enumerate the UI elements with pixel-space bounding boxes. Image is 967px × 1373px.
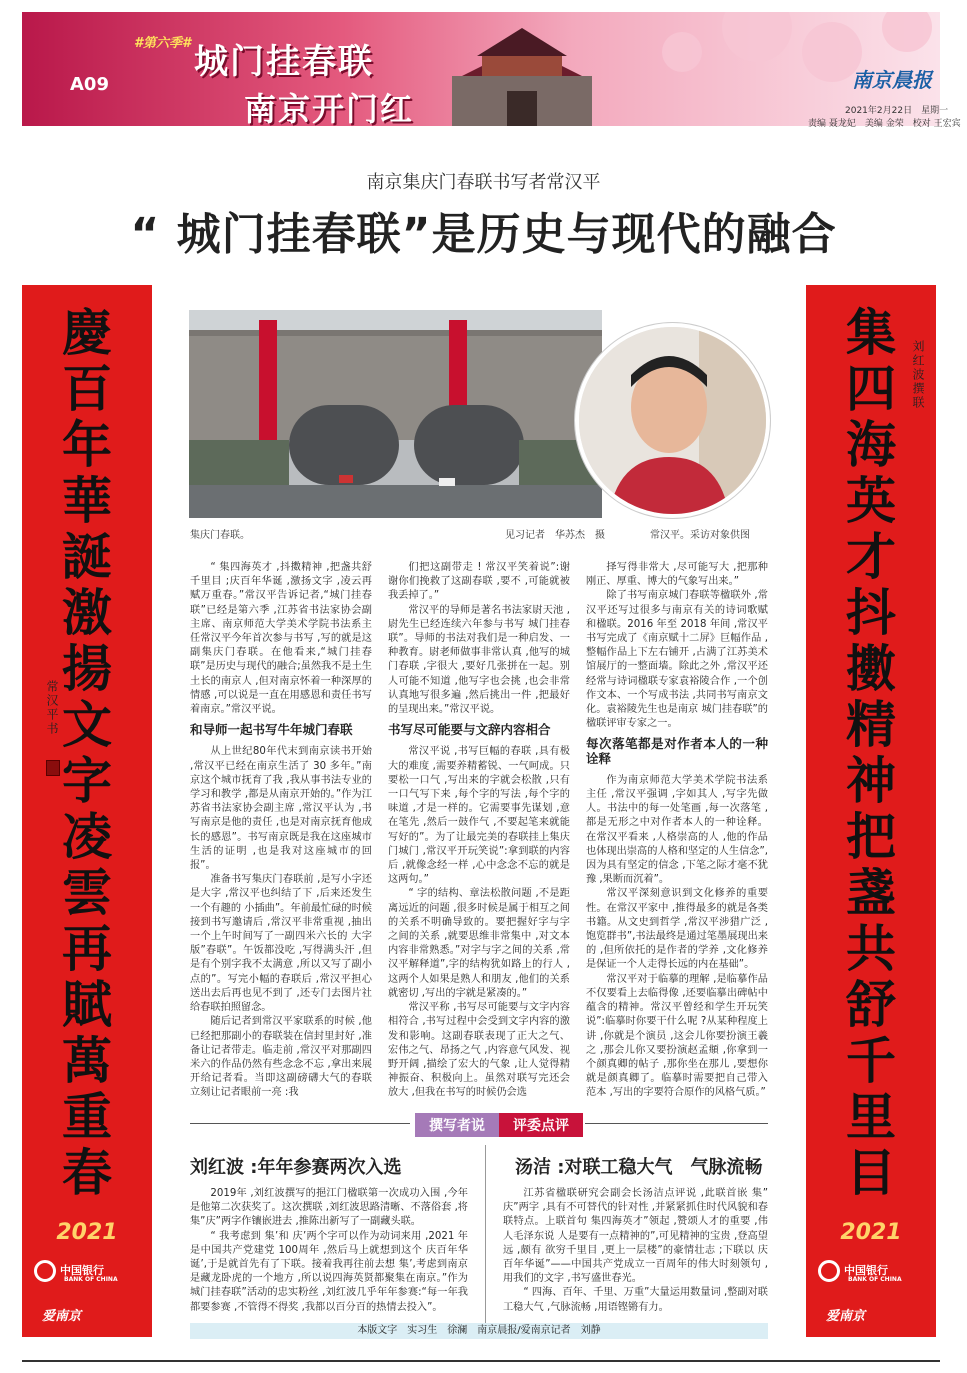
right-couplet-char: 神	[846, 751, 896, 810]
left-couplet-char: 字	[62, 751, 112, 810]
right-couplet-char: 才	[846, 527, 896, 586]
left-couplet	[22, 285, 152, 1337]
photo-caption: 集庆门春联。	[190, 530, 250, 541]
judge-paragraph: “ 四海、百年、千里、万重”大量运用数量词 ,整副对联工稳大气 ,气脉流畅 ,用语铿锵有力。	[503, 1287, 768, 1313]
left-couplet-char: 慶	[62, 303, 112, 362]
left-couplet-char: 揚	[62, 639, 112, 698]
judge-section-title: 汤洁 :对联工稳大气 气脉流畅	[515, 1157, 763, 1178]
section-heading-2: 书写尽可能要与文辞内容相合	[388, 722, 551, 738]
left-couplet-text	[22, 305, 152, 1201]
col1b-paragraph: 随后记者到常汉平家联系的时候 ,他已经把那副小的春联装在信封里封好 ,准备让记者带走。临走前 ,常汉平对那副四米六的作品仍然有些念念不忘 ,拿出来展开给记者看。当即这副磅礴大气的春联立刻让记者眼前一亮 :我	[190, 1016, 372, 1099]
writer-section-title: 刘红波 :年年参赛两次入选	[190, 1157, 402, 1178]
season-tag: #第六季#	[134, 36, 192, 51]
right-couplet-char: 集	[846, 303, 896, 362]
left-couplet-char: 年	[62, 415, 112, 474]
article-subtitle: 南京集庆门春联书写者常汉平	[366, 172, 601, 193]
right-couplet-char: 里	[846, 1087, 896, 1146]
city-gate-photo	[189, 310, 602, 518]
bank-of-china-logo: 中国银行 BANK OF CHINA	[818, 1260, 928, 1283]
photo-credit: 见习记者 华苏杰 摄	[505, 530, 605, 541]
divider-line	[585, 1123, 768, 1124]
page-code: A09	[70, 74, 109, 95]
ai-nanjing-logo: 爱南京	[42, 1309, 82, 1324]
tab-writer-says: 撰写者说	[415, 1113, 499, 1137]
col2-paragraph: 常汉平的导师是著名书法家尉天池 ,尉先生已经连续六年参与书写 城门挂春联”。导师的书法对我们是一种启发、一种教育。尉老师做事非常认真 ,他写的城门春联 ,字很大 ,要好几张拼在一起。别人可能不知道 ,他写字也会挑 ,也会非常认真地写很多遍 ,然后挑出一件 ,把最好的呈现出来。”常汉平说。	[388, 604, 570, 716]
column-divider	[485, 1145, 486, 1325]
col2-paragraph: 们把这副带走 ! 常汉平笑着说”:谢谢你们挽救了这副春联 ,要不 ,可能就被我丢掉了。”	[388, 562, 570, 602]
left-couplet-char: 華	[62, 471, 112, 530]
right-couplet-char: 英	[846, 471, 896, 530]
left-couplet-char: 賦	[62, 975, 112, 1034]
section-tabs	[415, 1113, 583, 1137]
right-couplet	[806, 285, 936, 1337]
right-couplet-char: 把	[846, 807, 896, 866]
editor-credits: 责编 聂龙妃 美编 金荣 校对 王宏宾	[808, 119, 961, 129]
portrait-photo	[575, 323, 770, 518]
portrait-caption: 常汉平。采访对象供图	[650, 530, 750, 541]
right-couplet-char: 盞	[846, 863, 896, 922]
newspaper-logo: 南京晨报	[852, 68, 932, 92]
tab-judge-comments: 评委点评	[499, 1113, 583, 1137]
article-title: “ 城门挂春联”是历史与现代的融合	[130, 209, 837, 260]
col1-paragraph: “ 集四海英才 ,抖擞精神 ,把盏共舒千里目 ;庆百年华诞 ,激扬文字 ,凌云再赋万重春。”常汉平告诉记者,“城门挂春联”已经是第六季 ,江苏省书法家协会副主席、南京师范大学美术学院书法系主任常汉平今年首次参与书写 ,写的就是这副集庆门春联。在他看来,“城门挂春联”是历史与现代的融合;虽然我不是土生土长的南京人 ,但对南京怀着一种深厚的情感 ,可以说是一直在用感恩和责任书写着南京。”常汉平说。	[190, 562, 372, 716]
section-heading-1: 和导师一起书写牛年城门春联	[190, 722, 353, 738]
divider-line	[190, 1123, 410, 1124]
ai-nanjing-logo: 爱南京	[826, 1309, 866, 1324]
ox-year-emblem: 2021	[56, 1220, 118, 1245]
right-couplet-char: 共	[846, 919, 896, 978]
left-couplet-char: 雲	[62, 863, 112, 922]
column-2-body	[388, 745, 570, 1100]
bank-logo-icon	[34, 1260, 56, 1282]
col1b-paragraph: 从上世纪80年代末到南京读书开始 ,常汉平已经在南京生活了 30 多年。”南京这个城市抚育了我 ,我从事书法专业的学习和教学 ,都是从南京开始的。”作为江苏省书法家协会副主席 ,常汉平认为 ,书写南京是他的责任 ,也是对南京抚育他成长的感恩”。书写南京既是我在这座城市生活的证明 ,也是我对这座城市的回报”。	[190, 746, 372, 872]
header-banner	[22, 12, 940, 126]
col1b-paragraph: 准备书写集庆门春联前 ,是写小字还是大字 ,常汉平也纠结了下 ,后来还发生一个有趣的 小插曲”。年前最忙碌的时候接到书写邀请后 ,常汉平非常重视 ,抽出一个上午时间写了一副四米六长的 大字版”春联”。午饭都没吃 ,写得满头汗 ,但是有个别字我不太满意 ,所以又写了副小点的”。写完小幅的春联后 ,常汉平担心送出去后再也见不到了 ,还专门去图片社给春联拍照留念。	[190, 874, 372, 1014]
judge-paragraph: 江苏省楹联研究会副会长汤洁点评说 ,此联首嵌 集” 庆”两字 ,具有不可替代的针对性 ,并紧紧抓住时代风貌和春联特点。上联首句 集四海英才”领起 ,赞颂人才的重要 ,伟人毛泽东说 人是要有一点精神的”,可见精神的宝贵 ,登高望远 ,颇有 欲穷千里目 ,更上一层楼”的豪情壮志 ;下联以 庆百年华诞”——中国共产党成立一百周年的伟大时刻领句 ,用我们的文字 ,书写盛世春光。	[503, 1188, 768, 1285]
city-gate-illustration	[422, 16, 622, 126]
page-credits: 本版文字 实习生 徐澜 南京晨报/爱南京记者 刘静	[190, 1323, 768, 1339]
right-couplet-char: 千	[846, 1031, 896, 1090]
col3b-paragraph: 常汉平对于临摹的理解 ,是临摹作品不仅要看上去临得像 ,还要临摹出碑帖中蕴含的精神。常汉平曾经和学生开玩笑说”:临摹时你要干什么呢 ?从某种程度上讲 ,你就是个演员 ,这会儿你要扮演王羲之 ,那会儿你又要扮演赵孟頫 ,你拿到一个颜真卿的帖子 ,那你坐在那儿 ,要想你就是颜真卿了。临摹时需要把自己带入范本 ,写出的字要符合原作的风格气质。”	[586, 973, 768, 1099]
right-couplet-char: 精	[846, 695, 896, 754]
column-3-intro	[586, 561, 768, 731]
judge-section-body	[503, 1187, 768, 1315]
article-column-1	[190, 561, 372, 1101]
left-couplet-char: 萬	[62, 1031, 112, 1090]
col2b-paragraph: 常汉平说 ,书写巨幅的春联 ,具有极大的难度 ,需要养精蓄锐、一气呵成。只要松一口气 ,写出来的字就会松散 ,只有一口气写下来 ,每个字的写法 ,每个字的味道 ,才是一样的。它需要事先谋划 ,意在笔先 ,然后一鼓作气 ,不要起笔来就能写好的”。为了让最完美的春联挂上集庆门城门 ,常汉平开玩笑说”:拿到联的内容后 ,就像念经一样 ,心中念念不忘的就是这两句。”	[388, 746, 570, 886]
writer-paragraph: “ 我考虑到 集’和 庆’两个字可以作为动词来用 ,2021 年是中国共产党建党 100周年 ,然后马上就想到这个 庆百年华诞’,于是就首先有了下联。接着我再往前去想 集’,考虑到南京是藏龙卧虎的一个地方 ,所以说四海英贤都聚集在南京。”作为 城门挂春联”活动的忠实粉丝 ,刘红波几乎年年参赛:“每一年我都要参赛 ,不管得不得奖 ,我都以百分百的热情去投入”。	[190, 1230, 468, 1313]
right-couplet-char: 海	[846, 415, 896, 474]
left-couplet-char: 誕	[62, 527, 112, 586]
banner-title-line1: 城门挂春联	[194, 42, 374, 82]
left-couplet-char: 重	[62, 1087, 112, 1146]
blossom-decoration	[662, 32, 702, 72]
col3b-paragraph: 常汉平深刻意识到文化修养的重要性。在常汉平家中 ,推得最多的就是各类书籍。从文史到哲学 ,常汉平涉猎广泛 ,饱览群书”,书法最终是通过笔墨展现出来的 ,但所依托的是作者的学养 ,文化修养是保证一个人走得长远的内在基础”。	[586, 888, 768, 971]
seal-stamp	[46, 760, 60, 776]
right-couplet-char: 目	[846, 1143, 896, 1202]
column-1-intro	[190, 561, 372, 717]
calligrapher-signature: 常汉平书	[45, 680, 59, 736]
right-couplet-char: 四	[846, 359, 896, 418]
right-couplet-char: 擻	[846, 639, 896, 698]
col3b-paragraph: 作为南京师范大学美术学院书法系主任 ,常汉平强调 ,字如其人 ,写字先做人。书法中的每一处笔画 ,每一次落笔 ,都是无形之中对作者本人的一种诠释。在常汉平看来 ,人格崇高的人 ,他的作品也体现出崇高的人格和坚定的人生信念”,因为具有坚定的信念 ,下笔之际才毫不犹豫 ,果断而沉着”。	[586, 774, 768, 886]
left-couplet-char: 凌	[62, 807, 112, 866]
right-couplet-char: 抖	[846, 583, 896, 642]
left-couplet-char: 再	[62, 919, 112, 978]
article-column-3	[586, 561, 768, 1101]
column-2-intro	[388, 561, 570, 717]
col2b-paragraph: 常汉平称 ,书写尽可能要与文字内容相符合 ,书写过程中会受到文字内容的激发和影响。这副春联表现了正大之气、宏伟之气、昂扬之气 ,内容意气风发、视野开阔 ,描绘了宏大的气象 ,让人觉得精神振奋、积极向上。虽然对联写完还会放大 ,但我在书写的时候仍会选	[388, 1002, 570, 1099]
left-couplet-char: 激	[62, 583, 112, 642]
ox-year-emblem: 2021	[840, 1220, 902, 1245]
right-couplet-text	[806, 305, 936, 1201]
section-heading-3: 每次落笔都是对作者本人的一种诠释	[586, 736, 768, 766]
col3-paragraph: 除了书写南京城门春联等楹联外 ,常汉平还写过很多与南京有关的诗词歌赋和楹联。2016 年至 2018 年间 ,常汉平书写完成了《南京赋十二屏》巨幅作品 ,整幅作品上下左右铺开 ,占满了江苏美术馆展厅的一整面墙。除此之外 ,常汉平还经常与诗词楹联专家袁裕陵合作 ,一个创作文本、一个写成书法 ,共同书写南京文化。袁裕陵先生也是南京 城门挂春联”的楹联评审专家之一。	[586, 590, 768, 730]
blossom-decoration	[882, 12, 932, 52]
bank-of-china-logo: 中国银行 BANK OF CHINA	[34, 1260, 144, 1283]
writer-paragraph: 2019年 ,刘红波撰写的挹江门楹联第一次成功入围 ,今年是他第二次获奖了。这次撰联 ,刘红波思路清晰、不落俗套 ,将 集”庆”两字作镶嵌进去 ,推陈出新写了一副藏头联。	[190, 1188, 468, 1228]
blossom-decoration	[722, 12, 792, 62]
right-couplet-char: 舒	[846, 975, 896, 1034]
left-couplet-char: 春	[62, 1143, 112, 1202]
author-signature: 刘红波撰联	[911, 340, 925, 410]
left-couplet-char: 文	[62, 695, 112, 754]
column-1-body	[190, 745, 372, 1100]
col2b-paragraph: “ 字的结构、章法松散问题 ,不是距离远近的问题 ,很多时候是属于相互之间的关系不明确导致的。要把握好字与字之间的关系 ,就要思维非常集中 ,对文本内容非常熟悉。”对字与字之间的关系 ,常汉平解释道”,字的结构犹如路上的行人 ,这两个人如果是熟人和朋友 ,他们的关系就密切 ,写出的字就是紧凑的。”	[388, 888, 570, 999]
left-couplet-char: 百	[62, 359, 112, 418]
article-column-2	[388, 561, 570, 1101]
col3-paragraph: 择写得非常大 ,尽可能写大 ,把那种刚正、厚重、博大的气象写出来。”	[586, 562, 768, 588]
bank-logo-icon	[818, 1260, 840, 1282]
issue-date: 2021年2月22日 星期一	[845, 106, 949, 116]
writer-section-body	[190, 1187, 468, 1315]
page-bottom-rule	[22, 1360, 940, 1362]
column-3-body	[586, 774, 768, 1101]
banner-title-line2: 南京开门红	[244, 90, 415, 126]
